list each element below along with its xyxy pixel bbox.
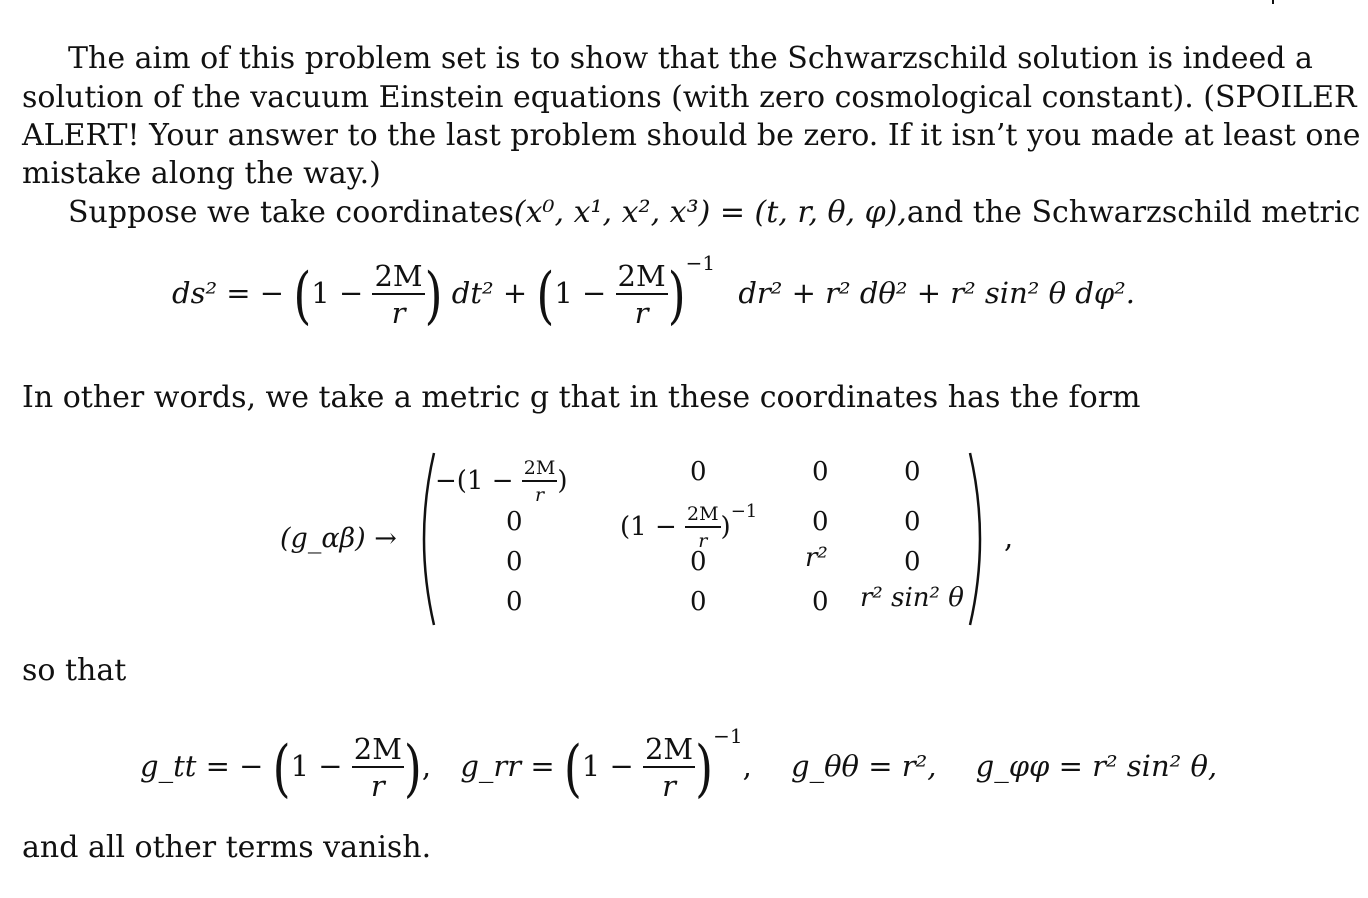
matrix-cell-0-0: −(1 − $\frac{2M}{r}$ ) bbox=[435, 457, 568, 506]
suppose-text-after: and the Schwarzschild metric bbox=[906, 195, 1361, 230]
matrix-cell-0-2: 0 bbox=[812, 457, 829, 487]
matrix-cell-2-1: 0 bbox=[690, 547, 707, 577]
coordinates-math: (x⁰, x¹, x², x³) = (t, r, θ, φ), bbox=[513, 195, 907, 230]
matrix-trailing-comma: , bbox=[1004, 520, 1014, 554]
gtt-one-minus: 1 − bbox=[290, 749, 343, 783]
right-paren-2: ) bbox=[667, 258, 686, 332]
matrix-label: (g_αβ) → bbox=[280, 523, 397, 554]
intro-line-4: mistake along the way.) bbox=[22, 156, 381, 191]
matrix-right-bracket bbox=[966, 451, 992, 627]
gtt-separator: , bbox=[421, 749, 432, 783]
matrix-cell-2-3: 0 bbox=[904, 547, 921, 577]
matrix-cell-0-1: 0 bbox=[690, 457, 707, 487]
one-minus: 1 − bbox=[311, 276, 364, 310]
gtt-left-paren: ( bbox=[272, 731, 291, 805]
grr-one-minus: 1 − bbox=[581, 749, 634, 783]
grr-fraction: $\frac{2M}{r}$ bbox=[644, 732, 694, 803]
gtt-right-paren: ) bbox=[403, 731, 422, 805]
one-minus-2: 1 − bbox=[554, 276, 607, 310]
suppose-line bbox=[68, 194, 1361, 232]
grr-left-paren: ( bbox=[563, 731, 582, 805]
left-paren-2: ( bbox=[536, 258, 555, 332]
closing-line: and all other terms vanish. bbox=[22, 830, 432, 865]
schwarzschild-metric-equation bbox=[172, 251, 1135, 332]
suppose-text-before: Suppose we take coordinates bbox=[68, 195, 514, 230]
metric-components-equation bbox=[140, 724, 1218, 805]
intro-line-2: solution of the vacuum Einstein equations (with zero cosmological constant). (SPOILER bbox=[22, 80, 1357, 115]
matrix-cell-1-2: 0 bbox=[812, 507, 829, 537]
matrix-cell-1-3: 0 bbox=[904, 507, 921, 537]
matrix-cell-2-0: 0 bbox=[506, 547, 523, 577]
grr-separator: , bbox=[742, 749, 752, 783]
matrix-cell-1-0: 0 bbox=[506, 507, 523, 537]
matrix-cell-3-0: 0 bbox=[506, 587, 523, 617]
grr-lhs: g_rr = bbox=[460, 749, 555, 783]
two-m-over-r-fraction-2: $\frac{2M}{r}$ bbox=[617, 259, 666, 330]
gtt-lhs: g_tt = − bbox=[140, 749, 264, 783]
intro-line-1: The aim of this problem set is to show that the Schwarzschild solution is indeed a bbox=[68, 41, 1313, 76]
matrix-cell-3-1: 0 bbox=[690, 587, 707, 617]
matrix-cell-1-1: (1 − $\frac{2M}{r}$ )$^{-1}$ bbox=[620, 501, 758, 552]
matrix-cell-3-3: r² sin² θ bbox=[860, 583, 964, 613]
intro-line-3: ALERT! Your answer to the last problem should be zero. If it isn’t you made at least one bbox=[22, 118, 1361, 153]
right-paren: ) bbox=[424, 258, 443, 332]
grr-exponent: −1 bbox=[713, 724, 743, 749]
metric-dt-term: dt² + bbox=[451, 276, 528, 310]
left-paren: ( bbox=[293, 258, 312, 332]
two-m-over-r-fraction: $\frac{2M}{r}$ bbox=[374, 259, 423, 330]
matrix-cell-0-3: 0 bbox=[904, 457, 921, 487]
matrix-cell-3-2: 0 bbox=[812, 587, 829, 617]
g-theta-theta: g_θθ = r², bbox=[791, 749, 937, 783]
page-corner-mark bbox=[1250, 0, 1274, 4]
so-that-line: so that bbox=[22, 653, 127, 688]
metric-remaining-terms: dr² + r² dθ² + r² sin² θ dφ². bbox=[738, 276, 1135, 310]
g-phi-phi: g_φφ = r² sin² θ, bbox=[975, 749, 1218, 783]
grr-right-paren: ) bbox=[695, 731, 714, 805]
other-words-line: In other words, we take a metric g that in these coordinates has the form bbox=[22, 380, 1141, 415]
metric-lhs: ds² = − bbox=[172, 276, 285, 310]
gtt-fraction: $\frac{2M}{r}$ bbox=[353, 732, 402, 803]
matrix-cell-2-2: r² bbox=[805, 543, 828, 573]
inverse-exponent: −1 bbox=[685, 251, 716, 276]
metric-matrix bbox=[280, 445, 1020, 635]
